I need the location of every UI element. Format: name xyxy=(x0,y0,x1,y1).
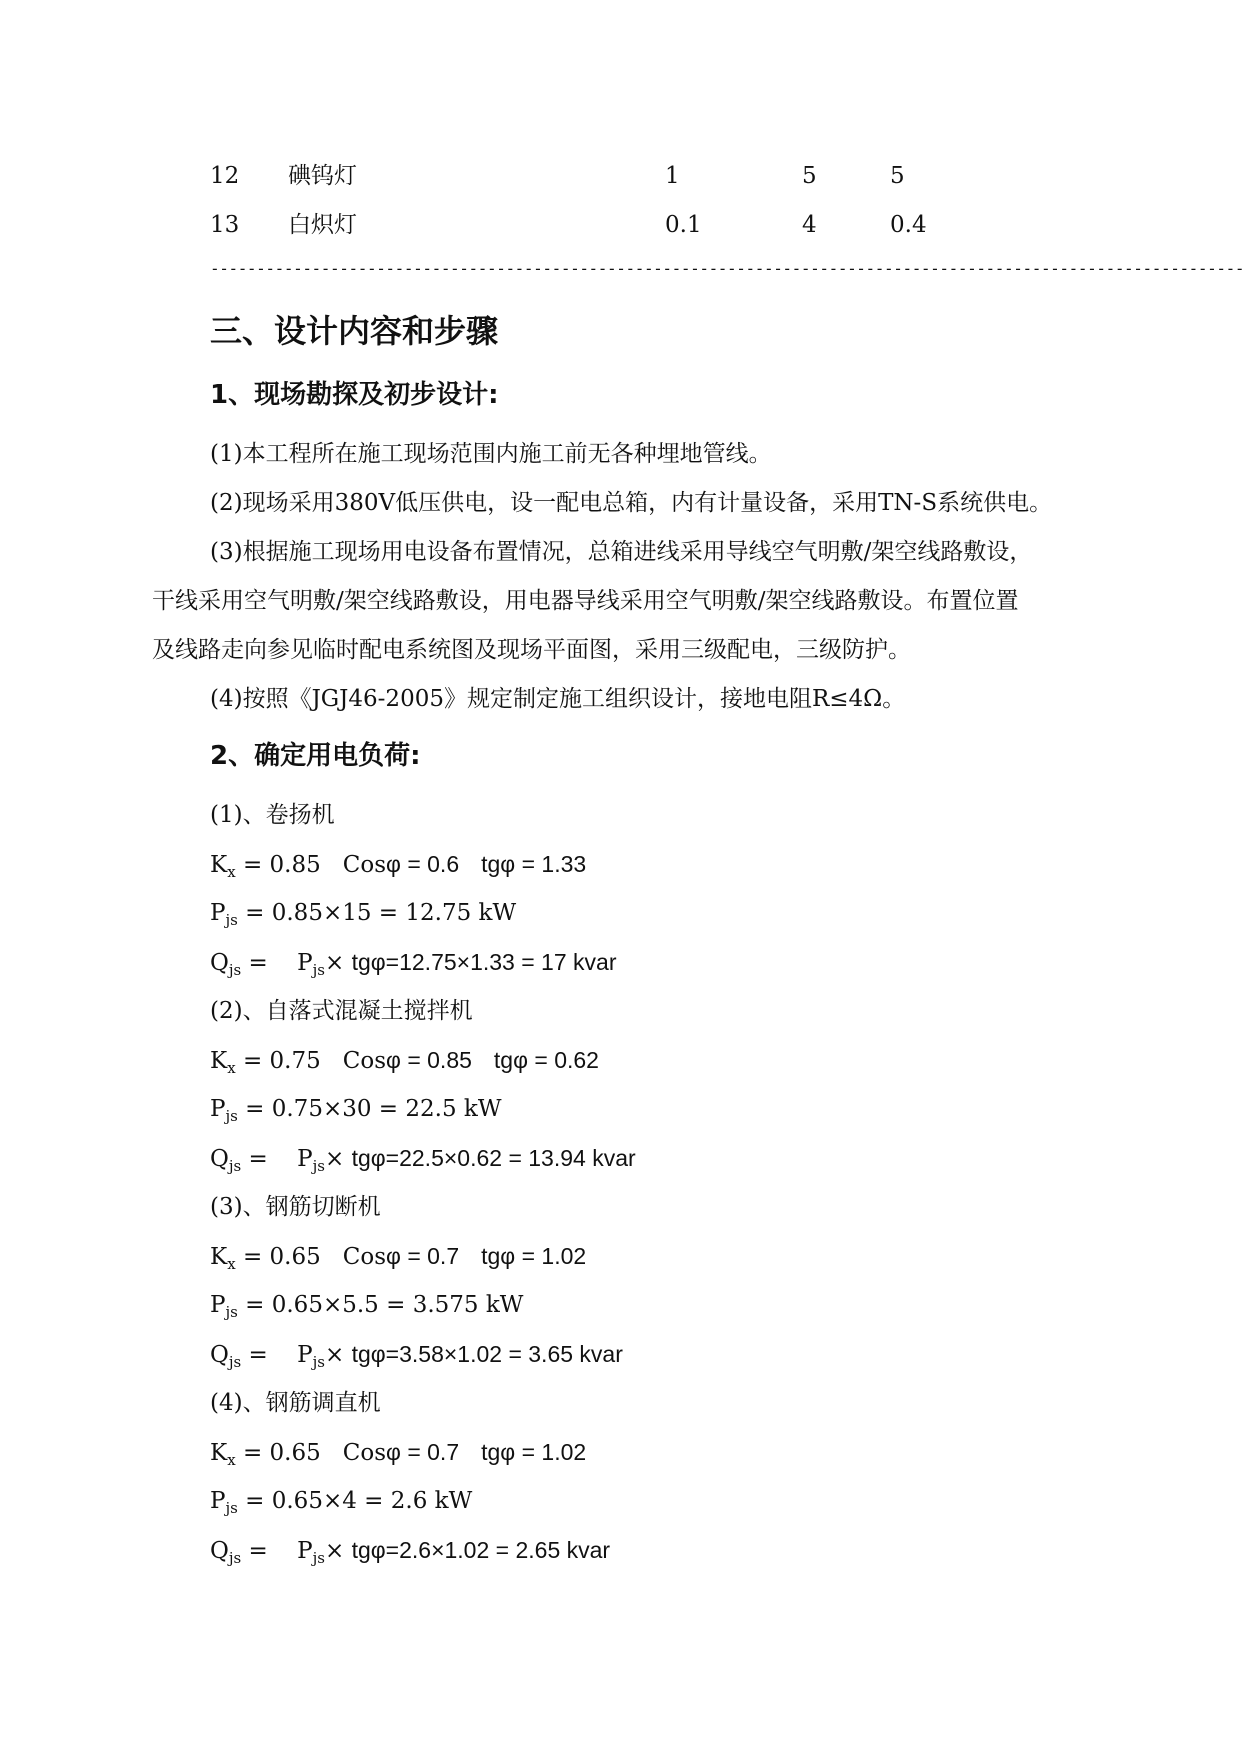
active-power-formula: $P_{js} = 0.65\times 4 = 2.6$ kW xyxy=(210,1488,473,1517)
reactive-power-formula: $Q_{js} = P_{js}\times tg\varphi=12.75\times 1.33 = 17$ kvar xyxy=(210,949,617,979)
quantity-value: 0.1 xyxy=(665,212,702,238)
equipment-name: 白炽灯 xyxy=(288,212,357,238)
table-row xyxy=(0,205,1241,245)
power-value: 4 xyxy=(802,212,817,238)
paragraph: (2)现场采用380V低压供电，设一配电总箱，内有计量设备，采用TN-S系统供电。 xyxy=(210,490,1053,516)
equipment-name: 碘钨灯 xyxy=(288,163,357,189)
coefficient-line: $K_x = 0.65$ Cosφ = 0.7 tgφ = 1.02 xyxy=(210,1243,587,1273)
section-title: 三、设计内容和步骤 xyxy=(210,312,499,350)
paragraph: (1)本工程所在施工现场范围内施工前无各种埋地管线。 xyxy=(210,441,772,467)
table-separator: ---------------------------------------------------------------------------------------------------------------- xyxy=(210,259,1244,278)
paragraph-continuation: 及线路走向参见临时配电系统图及现场平面图，采用三级配电，三级防护。 xyxy=(152,637,911,663)
row-number: 12 xyxy=(210,163,240,189)
coefficient-line: $K_x = 0.75$ Cosφ = 0.85 tgφ = 0.62 xyxy=(210,1047,599,1077)
paragraph: (4)按照《JGJ46-2005》规定制定施工组织设计，接地电阻R≤4Ω。 xyxy=(210,686,906,712)
total-value: 0.4 xyxy=(890,212,927,238)
reactive-power-formula: $Q_{js} = P_{js}\times tg\varphi=2.6\times 1.02 = 2.65$ kvar xyxy=(210,1537,611,1567)
active-power-formula: $P_{js} = 0.75\times 30 = 22.5$ kW xyxy=(210,1096,502,1125)
quantity-value: 1 xyxy=(665,163,680,189)
total-value: 5 xyxy=(890,163,905,189)
paragraph: (3)根据施工现场用电设备布置情况，总箱进线采用导线空气明敷/架空线路敷设， xyxy=(210,539,1033,565)
power-value: 5 xyxy=(802,163,817,189)
table-row xyxy=(0,156,1241,196)
paragraph-continuation: 干线采用空气明敷/架空线路敷设，用电器导线采用空气明敷/架空线路敷设。布置位置 xyxy=(152,588,1019,614)
coefficient-line: $K_x = 0.65$ Cosφ = 0.7 tgφ = 1.02 xyxy=(210,1439,587,1469)
load-item-label: (2)、自落式混凝土搅拌机 xyxy=(210,998,473,1024)
load-item-label: (4)、钢筋调直机 xyxy=(210,1390,381,1416)
subsection-title: 2、确定用电负荷: xyxy=(210,741,421,771)
load-item-label: (3)、钢筋切断机 xyxy=(210,1194,381,1220)
row-number: 13 xyxy=(210,212,240,238)
reactive-power-formula: $Q_{js} = P_{js}\times tg\varphi=22.5\times 0.62 = 13.94$ kvar xyxy=(210,1145,636,1175)
load-item-label: (1)、卷扬机 xyxy=(210,802,335,828)
subsection-title: 1、现场勘探及初步设计: xyxy=(210,380,499,410)
reactive-power-formula: $Q_{js} = P_{js}\times tg\varphi=3.58\times 1.02 = 3.65$ kvar xyxy=(210,1341,623,1371)
coefficient-line: $K_x = 0.85$ Cosφ = 0.6 tgφ = 1.33 xyxy=(210,851,587,881)
active-power-formula: $P_{js} = 0.85\times 15 = 12.75$ kW xyxy=(210,900,517,929)
active-power-formula: $P_{js} = 0.65\times 5.5 = 3.575$ kW xyxy=(210,1292,524,1321)
